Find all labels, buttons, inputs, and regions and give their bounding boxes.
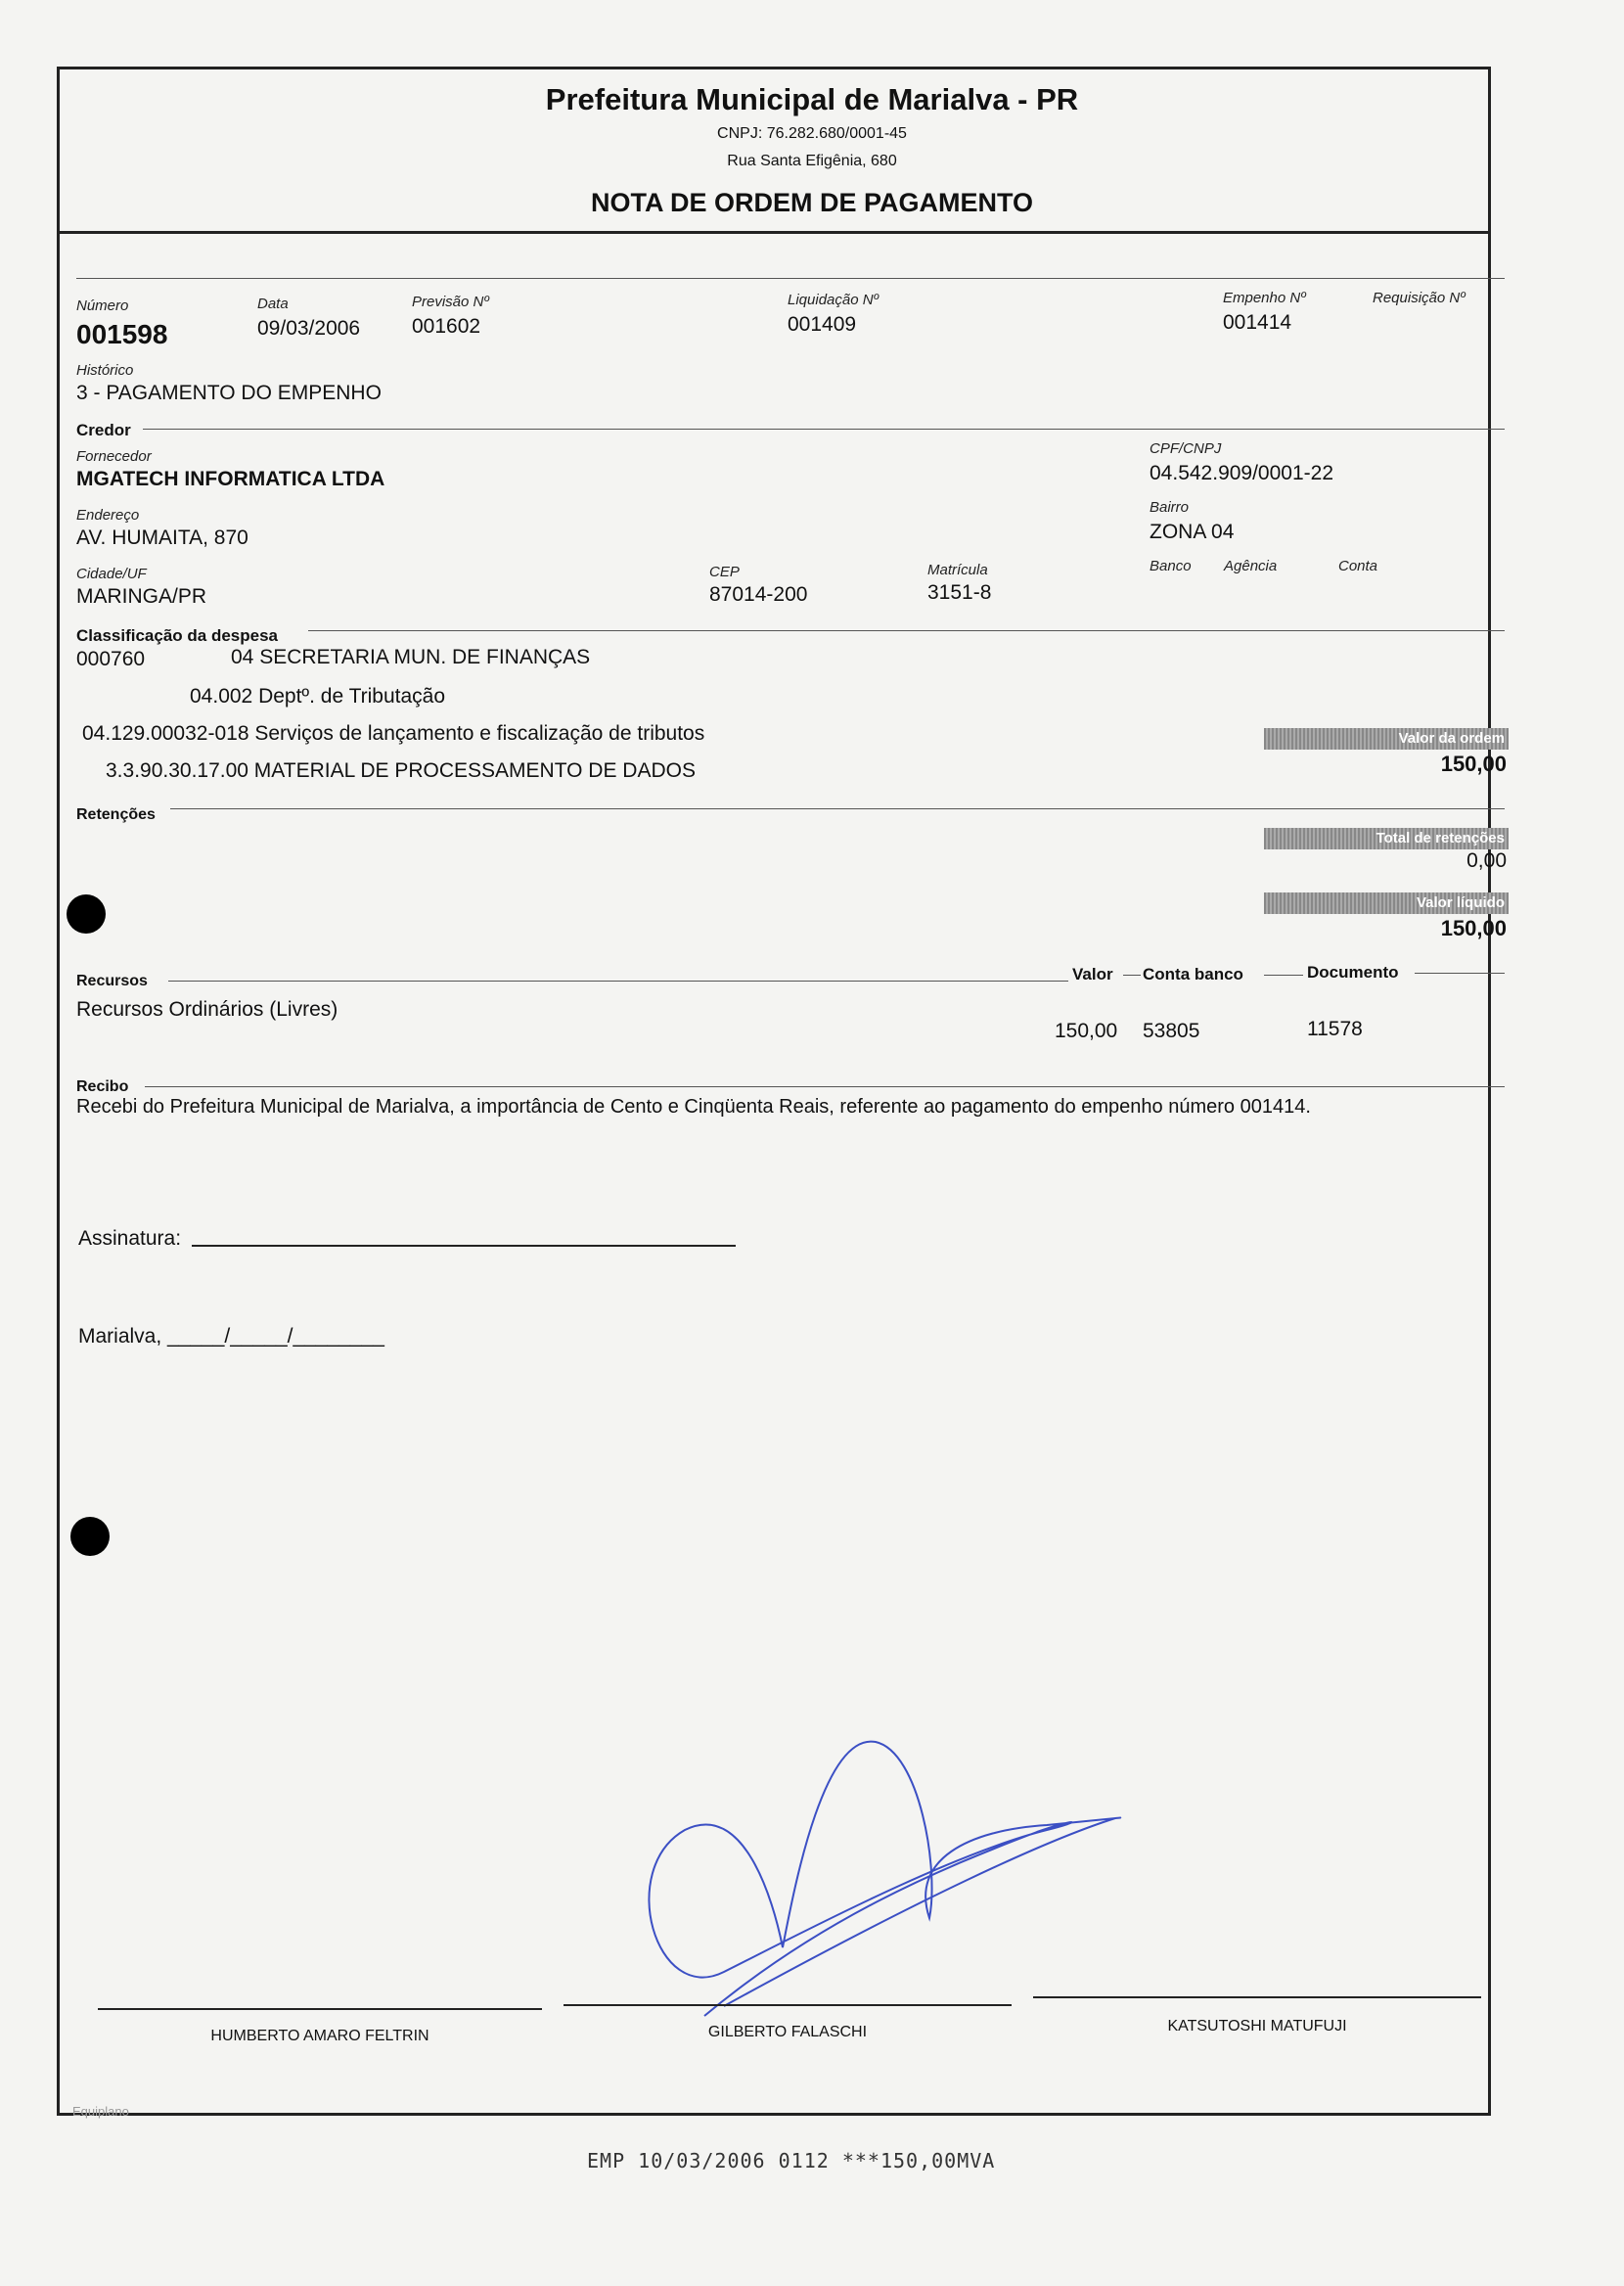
cnpj-text: CNPJ: 76.282.680/0001-45: [717, 125, 907, 142]
divider: [76, 278, 1505, 279]
previsao-value: 001602: [412, 315, 481, 338]
signatory-name: HUMBERTO AMARO FELTRIN: [210, 2028, 429, 2044]
cpf-label: CPF/CNPJ: [1150, 440, 1222, 457]
signatory-name: GILBERTO FALASCHI: [707, 2024, 868, 2040]
divider: [143, 429, 1505, 430]
classificacao-line4: 3.3.90.30.17.00 MATERIAL DE PROCESSAMENTO DE DADOS: [106, 759, 696, 782]
signature-line: [1033, 1996, 1481, 1998]
retencoes-heading: Retenções: [76, 806, 156, 823]
classificacao-line3: 04.129.00032-018 Serviços de lançamento e fiscalização de tributos: [82, 722, 705, 745]
requisicao-label: Requisição Nº: [1373, 290, 1466, 306]
empenho-label: Empenho Nº: [1223, 290, 1306, 306]
recursos-documento-label: Documento: [1307, 963, 1399, 982]
punch-hole: [67, 894, 106, 934]
recibo-text: Recebi do Prefeitura Municipal de Marialva, a importância de Cento e Cinqüenta Reais, referente ao pagamento do empenho número 001414.: [76, 1096, 1311, 1118]
valor-ordem-label: Valor da ordem: [1264, 728, 1509, 750]
cpf-value: 04.542.909/0001-22: [1150, 462, 1334, 484]
endereco-label: Endereço: [76, 507, 140, 524]
bairro-value: ZONA 04: [1150, 521, 1235, 543]
previsao-label: Previsão Nº: [412, 294, 489, 310]
endereco-value: AV. HUMAITA, 870: [76, 526, 248, 549]
classificacao-line2: 04.002 Deptº. de Tributação: [190, 685, 446, 708]
assinatura-label: Assinatura:: [78, 1227, 182, 1250]
valor-liquido-label: Valor líquido: [1264, 892, 1509, 914]
recibo-heading: Recibo: [76, 1078, 129, 1095]
divider: [1415, 973, 1505, 974]
assinatura-line: [192, 1245, 736, 1247]
classificacao-code: 000760: [76, 648, 146, 670]
classificacao-line1: 04 SECRETARIA MUN. DE FINANÇAS: [231, 646, 591, 668]
banco-label: Banco: [1150, 558, 1192, 574]
signatory-name: KATSUTOSHI MATUFUJI: [1167, 2018, 1347, 2035]
empenho-value: 001414: [1223, 311, 1292, 334]
classificacao-heading: Classificação da despesa: [76, 626, 279, 645]
recursos-conta-label: Conta banco: [1143, 965, 1243, 983]
data-value: 09/03/2006: [257, 317, 361, 340]
cidade-value: MARINGA/PR: [76, 585, 207, 608]
signature-line: [98, 2008, 542, 2010]
divider: [170, 808, 1505, 809]
matricula-value: 3151-8: [927, 581, 992, 604]
page-title: Prefeitura Municipal de Marialva - PR: [545, 82, 1079, 116]
divider: [168, 981, 1068, 982]
document-title: NOTA DE ORDEM DE PAGAMENTO: [590, 188, 1033, 217]
cep-label: CEP: [709, 564, 740, 580]
software-label: Equiplano: [72, 2104, 129, 2119]
liquidacao-value: 001409: [788, 313, 857, 336]
cidade-label: Cidade/UF: [76, 566, 147, 582]
numero-value: 001598: [76, 319, 168, 349]
total-retencoes-value: 0,00: [1466, 849, 1507, 872]
recursos-valor: 150,00: [1055, 1020, 1118, 1042]
divider: [1264, 975, 1303, 976]
address-text: Rua Santa Efigênia, 680: [727, 153, 897, 169]
recursos-valor-label: Valor: [1072, 965, 1113, 983]
agencia-label: Agência: [1224, 558, 1278, 574]
recursos-conta: 53805: [1143, 1020, 1200, 1042]
valor-ordem-value: 150,00: [1440, 752, 1507, 776]
liquidacao-label: Liquidação Nº: [788, 292, 880, 308]
bairro-label: Bairro: [1150, 499, 1190, 516]
matricula-label: Matrícula: [927, 562, 988, 578]
divider: [308, 630, 1505, 631]
header-divider: [57, 231, 1491, 234]
divider: [1123, 975, 1141, 976]
punch-hole: [70, 1517, 110, 1556]
historico-label: Histórico: [76, 362, 134, 379]
conta-label: Conta: [1338, 558, 1378, 574]
fornecedor-label: Fornecedor: [76, 448, 152, 465]
recursos-documento: 11578: [1307, 1018, 1363, 1040]
local-date: Marialva, _____/_____/________: [78, 1325, 384, 1348]
recursos-heading: Recursos: [76, 973, 148, 989]
valor-liquido-value: 150,00: [1440, 916, 1507, 940]
historico-value: 3 - PAGAMENTO DO EMPENHO: [76, 382, 382, 404]
total-retencoes-label: Total de retenções: [1264, 828, 1509, 849]
data-label: Data: [257, 296, 289, 312]
recursos-item: Recursos Ordinários (Livres): [76, 998, 338, 1021]
divider: [145, 1086, 1505, 1087]
numero-label: Número: [76, 297, 129, 314]
signature-line: [564, 2004, 1012, 2006]
fornecedor-value: MGATECH INFORMATICA LTDA: [76, 468, 385, 490]
credor-heading: Credor: [76, 421, 131, 439]
cep-value: 87014-200: [709, 583, 808, 606]
bank-stamp: EMP 10/03/2006 0112 ***150,00MVA: [587, 2149, 996, 2172]
